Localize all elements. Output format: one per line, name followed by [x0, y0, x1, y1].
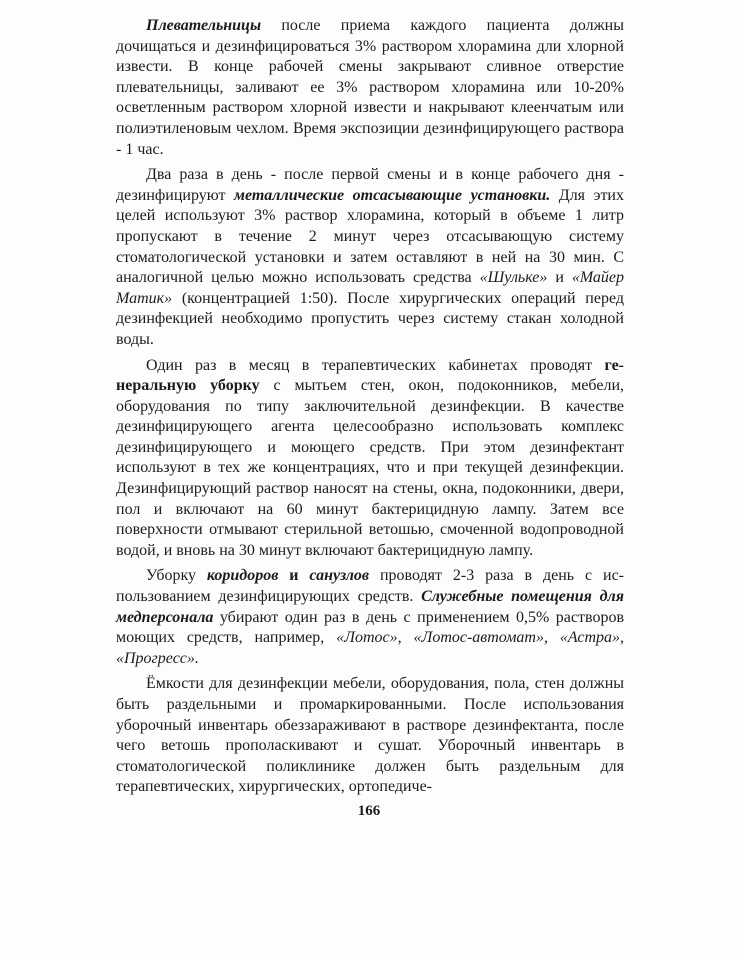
text-run: «Лотос», «Лотос-автомат», «Астра», «Прогресс».	[116, 629, 624, 667]
text-run: коридоров	[206, 567, 279, 585]
page-number: 166	[357, 803, 381, 819]
text-run: «Майер Матик»	[116, 269, 625, 307]
text-run: и	[547, 269, 572, 287]
text-run: и	[278, 567, 310, 585]
text-run: санузлов	[309, 567, 370, 585]
text-run: Служебные помещения для медперсонала	[116, 588, 624, 626]
paragraph	[116, 165, 624, 350]
text-run: «Шульке»	[479, 269, 548, 287]
body-text	[116, 16, 624, 803]
text-run: металлические отсасывающие установки.	[234, 186, 551, 204]
text-run: генеральную уборку	[116, 356, 624, 395]
text-run: Плевательницы	[146, 17, 262, 34]
text-run: Для этих целей используют 3% раствор хлорамина, который в объеме 1 литр пропускают в течение 2 минут через отсасывающую систему стоматологической установки и затем оставляют в ней на 30 мин. С аналогичной целью можно использовать средства	[116, 186, 624, 287]
text-run: Уборку	[146, 567, 207, 585]
paragraph	[116, 356, 624, 562]
text-run: проводят 2-3 раза в день с использованием дезинфицирующих средств.	[116, 567, 624, 606]
paragraph	[116, 16, 624, 160]
text-run: убирают один раз в день с применением 0,5% растворов моющих средств, например,	[116, 608, 624, 647]
text-run: Два раза в день - после первой смены и в конце рабочего дня - дезинфицируют	[116, 166, 624, 204]
text-run: после приема каждого пациента должны дочищаться и дезинфицироваться 3% раствором хлорамина дли хлорной извести. В конце рабочей смены закрывают сливное отверстие плевательницы, заливают ее 3% раствором хлорамина или 10-20% осветленным раствором хлорной извести и накрывают клеенчатым или полиэтиленовым чехлом. Время экспозиции дезинфицирующего раствора - 1 час.	[116, 17, 624, 158]
paragraph	[116, 674, 624, 798]
text-run: с мытьем стен, окон, подоконников, мебели, оборудования по типу заключительной дезинфекции. В качестве дезинфицирующего агента целесообразно использовать комплекс дезинфицирующего и моющего средств. При этом дезинфектант используют в тех же концентрациях, что и при текущей дезинфекции. Дезинфицирующий раствор наносят на стены, окна, подоконники, двери, пол и включают на 60 минут бактерицидную лампу. Затем все поверхности отмывают стерильной ветошью, смоченной водопроводной водой, и вновь на 30 минут включают бактерицидную лампу.	[116, 377, 625, 559]
paragraph	[116, 566, 624, 669]
text-run: (концентрацией 1:50). После хирургических операций перед дезинфекцией необходимо пропустить через систему стакан холодной воды.	[116, 289, 624, 348]
text-run: Ёмкости для дезинфекции мебели, оборудования, пола, стен должны быть раздельными и промаркированными. После использования уборочный инвентарь обеззараживают в растворе дезинфектанта, после чего ветошь прополаскивают и сушат. Уборочный инвентарь в стоматологической поликлинике должен быть раздельным для терапевтических, хирургических, ортопедиче-	[116, 675, 624, 796]
text-run: Один раз в месяц в терапевтических кабинетах проводят	[146, 356, 605, 374]
